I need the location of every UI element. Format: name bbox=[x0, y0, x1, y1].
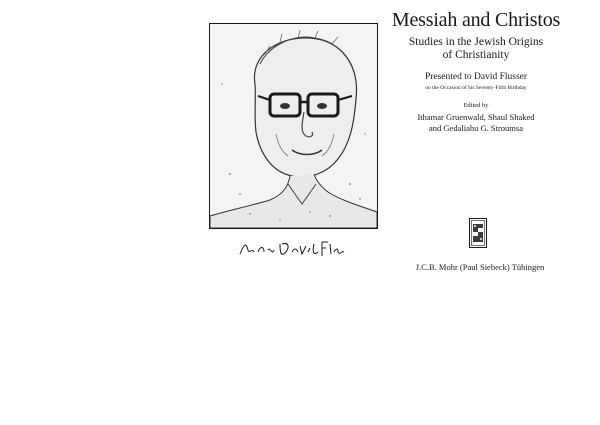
handwritten-signature bbox=[236, 236, 346, 262]
editors-line-2: and Gedaliahu G. Stroumsa bbox=[429, 123, 523, 133]
subtitle-line-1: Studies in the Jewish Origins bbox=[408, 36, 544, 48]
dedication: Presented to David Flusser bbox=[424, 72, 528, 82]
publisher-logo-icon bbox=[469, 218, 487, 248]
subtitle-line-2: of Christianity bbox=[442, 49, 510, 61]
editors bbox=[392, 112, 560, 134]
editors-line-1: Ithamar Gruenwald, Shaul Shaked bbox=[417, 112, 535, 122]
book-title: Messiah and Christos bbox=[391, 9, 561, 31]
publisher-imprint: J.C.B. Mohr (Paul Siebeck) Tübingen bbox=[415, 262, 545, 272]
edited-by-label: Edited by bbox=[463, 102, 489, 109]
book-subtitle bbox=[392, 36, 560, 62]
occasion-line: on the Occasion of his Seventy-Fifth Birthday bbox=[425, 85, 527, 91]
portrait-drawing bbox=[210, 24, 377, 228]
portrait-photo bbox=[209, 23, 378, 229]
title-page bbox=[392, 8, 560, 134]
